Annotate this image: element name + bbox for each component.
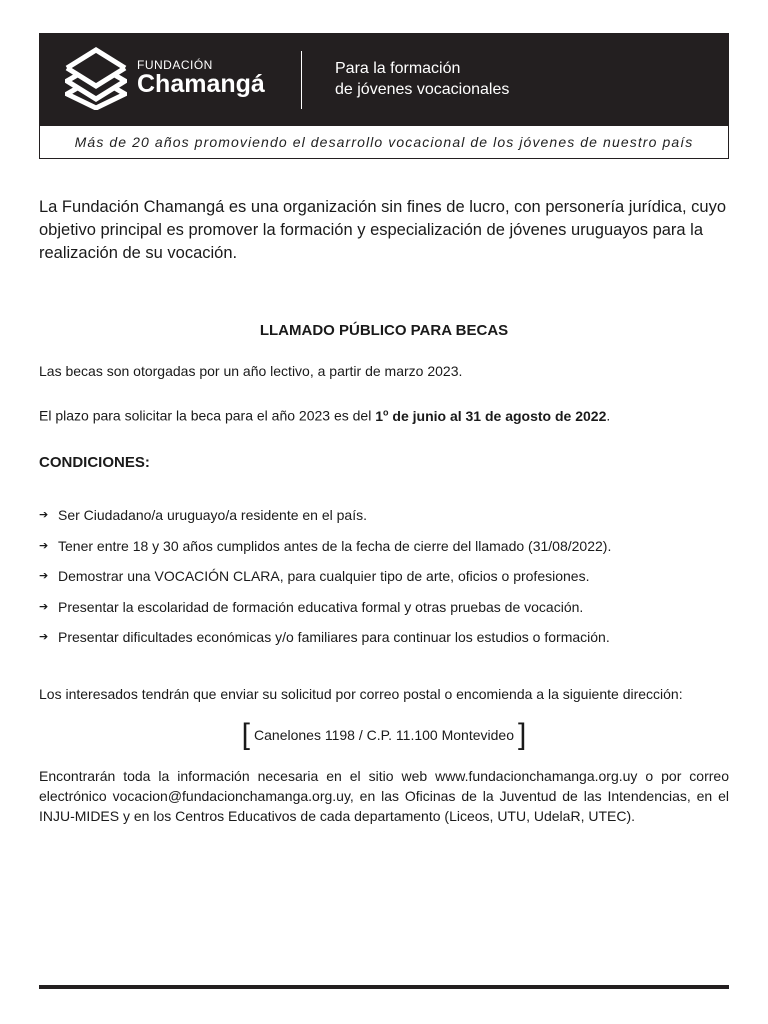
section-title: LLAMADO PÚBLICO PARA BECAS	[259, 322, 509, 339]
scholarship-period-text: Las becas son otorgadas por un año lectivo, a partir de marzo 2023.	[39, 363, 463, 379]
arrow-right-icon: ➔	[39, 539, 49, 552]
list-item	[39, 536, 729, 567]
condition-text: Demostrar una VOCACIÓN CLARA, para cualquier tipo de arte, oficios o profesiones.	[58, 568, 590, 584]
chamanga-logo-icon	[65, 46, 127, 110]
left-bracket-icon: [	[241, 718, 251, 751]
right-bracket-icon: ]	[517, 718, 527, 751]
deadline-range: de junio al 31 de agosto de 2022	[388, 407, 607, 424]
conditions-list	[39, 505, 729, 658]
logo-wordmark	[137, 59, 265, 97]
intro-paragraph: La Fundación Chamangá es una organización sin fines de lucro, con personería jurídica, cuyo objetivo principal es promover la formación y especialización de jóvenes uruguayos para la realización de su vocación.	[39, 198, 726, 262]
subheader-slogan: Más de 20 años promoviendo el desarrollo vocacional de los jóvenes de nuestro país	[39, 126, 729, 159]
list-item	[39, 566, 729, 597]
list-item	[39, 505, 729, 536]
arrow-right-icon: ➔	[39, 600, 49, 613]
arrow-right-icon: ➔	[39, 509, 49, 521]
header-divider	[301, 51, 302, 109]
deadline-dates	[375, 408, 606, 424]
address-text: Canelones 1198 / C.P. 11.100 Montevideo	[254, 727, 514, 743]
header-banner	[39, 33, 729, 126]
logo-big-text: Chamangá	[137, 70, 265, 98]
tagline-line-2: de jóvenes vocacionales	[335, 81, 510, 98]
list-item	[39, 627, 729, 658]
logo-small-text: FUNDACIÓN	[137, 58, 213, 72]
postal-address	[0, 720, 768, 750]
condition-text: Presentar la escolaridad de formación educativa formal y otras pruebas de vocación.	[58, 598, 584, 615]
submission-instructions: Los interesados tendrán que enviar su solicitud por correo postal o encomienda a la siguiente dirección:	[39, 686, 683, 702]
deadline-suffix: .	[606, 407, 611, 424]
conditions-title: CONDICIONES:	[39, 454, 150, 471]
arrow-right-icon: ➔	[39, 570, 49, 582]
deadline-day: 1	[375, 407, 384, 424]
deadline-ordinal: o	[383, 407, 389, 417]
contact-info-paragraph: Encontrarán toda la información necesaria en el sitio web www.fundacionchamanga.org.uy o por correo electrónico vocacion@fundacionchamanga.org.uy, en las Oficinas de la Juventud de las Intendencias, en el INJU-MIDES y en los Centros Educativos de cada departamento (Liceos, UTU, UdelaR, UTEC).	[39, 768, 729, 824]
footer-divider	[39, 985, 729, 989]
list-item	[39, 597, 729, 628]
tagline	[335, 58, 509, 100]
condition-text: Presentar dificultades económicas y/o familiares para continuar los estudios o formación.	[58, 629, 610, 645]
condition-text: Ser Ciudadano/a uruguayo/a residente en el país.	[58, 507, 367, 523]
arrow-right-icon: ➔	[39, 631, 49, 643]
tagline-line-1: Para la formación	[335, 60, 461, 77]
deadline-text	[39, 402, 729, 426]
deadline-prefix: El plazo para solicitar la beca para el año 2023 es del	[39, 407, 376, 424]
condition-text: Tener entre 18 y 30 años cumplidos antes de la fecha de cierre del llamado (31/08/2022).	[58, 537, 612, 554]
